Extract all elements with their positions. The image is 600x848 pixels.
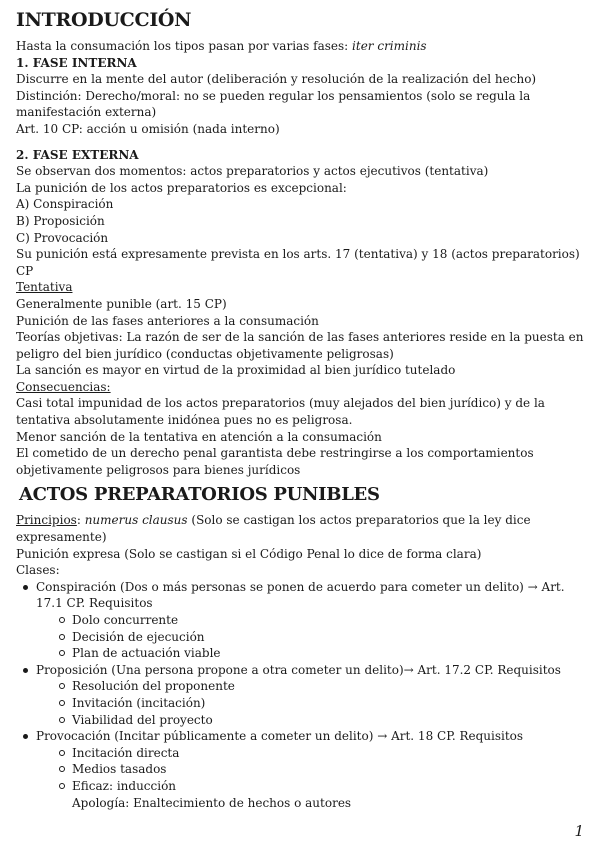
consecuencias-heading: Consecuencias:	[16, 379, 111, 394]
requisitos-list	[56, 678, 584, 728]
section-title-actos: ACTOS PREPARATORIOS PUNIBLES	[19, 484, 380, 506]
clase-item	[16, 728, 584, 811]
requisito-item: Eficaz: inducción	[56, 778, 584, 795]
requisito-item: Decisión de ejecución	[56, 629, 584, 646]
tentativa-line: La sanción es mayor en virtud de la proximidad al bien jurídico tutelado	[16, 363, 456, 378]
fase-externa-line: La punición de los actos preparatorios es excepcional:	[16, 180, 347, 195]
apologia-line: Apología: Enaltecimiento de hechos o autores	[72, 795, 352, 810]
tentativa-line: Teorías objetivas: La razón de ser de la sanción de las fases anteriores reside en la puesta en peligro del bien jurídico (conductas objetivamente peligrosas)	[16, 330, 584, 361]
fase-externa-line: Se observan dos momentos: actos preparatorios y actos ejecutivos (tentativa)	[16, 164, 489, 179]
requisito-item: Dolo concurrente	[56, 612, 584, 629]
clases-list	[16, 579, 584, 811]
fase-interna-heading: 1. FASE INTERNA	[16, 55, 137, 70]
consecuencias-line: Menor sanción de la tentativa en atención a la consumación	[16, 429, 382, 444]
principios-italic: numerus clausus	[84, 513, 188, 528]
requisito-item: Invitación (incitación)	[56, 695, 584, 712]
clases-label: Clases:	[16, 563, 60, 578]
intro-line	[16, 38, 584, 55]
requisito-item: Viabilidad del proyecto	[56, 712, 584, 729]
page-title: INTRODUCCIÓN	[16, 9, 192, 31]
principios-label: Principios	[16, 513, 77, 528]
clase-text: Provocación (Incitar públicamente a cometer un delito) → Art. 18 CP. Requisitos	[36, 729, 524, 744]
tentativa-heading: Tentativa	[16, 280, 73, 295]
requisito-item: Incitación directa	[56, 745, 584, 762]
fase-externa-line: C) Provocación	[16, 230, 109, 245]
clase-item	[16, 662, 584, 728]
clase-text: Proposición (Una persona propone a otra cometer un delito)→ Art. 17.2 CP. Requisitos	[36, 662, 561, 677]
principios-line	[16, 512, 584, 545]
requisito-item: Medios tasados	[56, 761, 584, 778]
clase-text: Conspiración (Dos o más personas se ponen de acuerdo para cometer un delito) → Art. 17.1 CP. Requisitos	[36, 579, 565, 611]
tentativa-line: Punición de las fases anteriores a la consumación	[16, 313, 319, 328]
requisito-item: Resolución del proponente	[56, 678, 584, 695]
principios-rest: (Solo se castigan los actos preparatorios que la ley dice expresamente)	[16, 513, 531, 545]
clase-item	[16, 579, 584, 662]
fase-externa-heading: 2. FASE EXTERNA	[16, 147, 139, 162]
fase-interna-line: Distinción: Derecho/moral: no se pueden regular los pensamientos (solo se regula la manifestación externa)	[16, 88, 531, 120]
fase-externa-line: B) Proposición	[16, 213, 105, 228]
consecuencias-line: Casi total impunidad de los actos preparatorios (muy alejados del bien jurídico) y de la tentativa absolutamente inidónea pues no es peligrosa.	[16, 396, 545, 428]
page-number: 1	[574, 822, 584, 840]
fase-externa-line: A) Conspiración	[16, 197, 114, 212]
requisito-item: Plan de actuación viable	[56, 645, 584, 662]
principios-sep: :	[76, 513, 85, 528]
requisitos-list	[56, 612, 584, 662]
intro-italic: iter criminis	[352, 39, 427, 53]
requisitos-list	[56, 745, 584, 795]
fase-interna-line: Art. 10 CP: acción u omisión (nada interno)	[16, 121, 280, 136]
document-page	[16, 8, 584, 811]
intro-text: Hasta la consumación los tipos pasan por varias fases:	[16, 39, 353, 53]
fase-interna-line: Discurre en la mente del autor (deliberación y resolución de la realización del hecho)	[16, 72, 537, 87]
fase-externa-line: Su punición está expresamente prevista en los arts. 17 (tentativa) y 18 (actos preparatorios) CP	[16, 247, 580, 278]
consecuencias-line: El cometido de un derecho penal garantista debe restringirse a los comportamientos objetivamente peligrosos para bienes jurídicos	[16, 446, 534, 477]
tentativa-line: Generalmente punible (art. 15 CP)	[16, 296, 227, 311]
punicion-line: Punición expresa (Solo se castigan si el Código Penal lo dice de forma clara)	[16, 546, 482, 561]
